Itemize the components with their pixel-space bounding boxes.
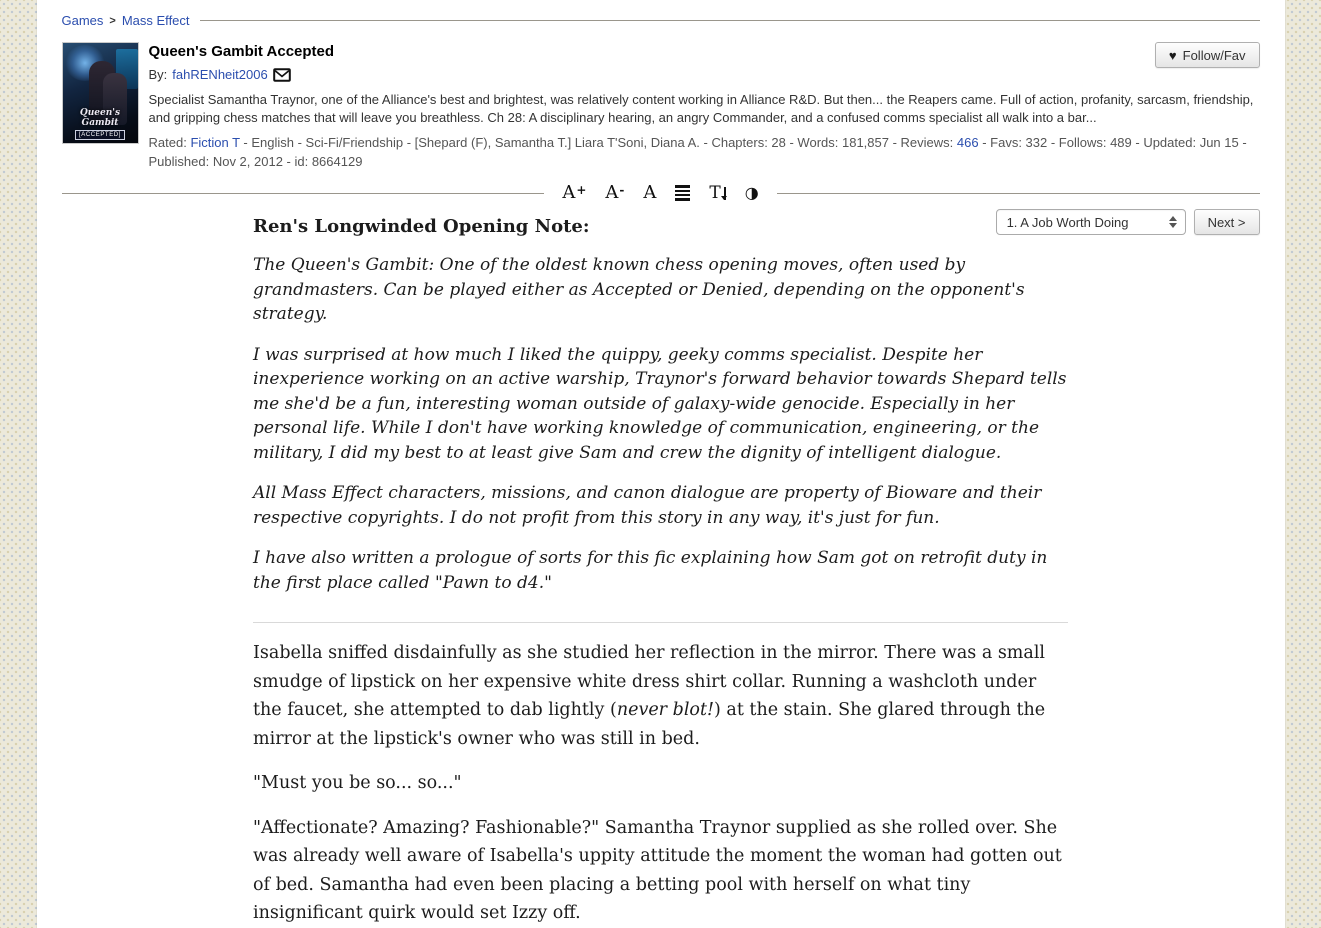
author-note-paragraph: I have also written a prologue of sorts for this fic explaining how Sam got on retrofit duty in the first place called "Pawn to d4.": [253, 548, 1048, 593]
story-meta: [149, 133, 1260, 171]
byline: [149, 67, 1260, 82]
story-paragraph: "Affectionate? Amazing? Fashionable?" Samantha Traynor supplied as she rolled over. She was already well aware of Isabella's uppity attitude the moment the woman had gotten out of bed. Samantha had even been placing a betting pool with herself on what tiny insignificant quirk would set Izzy off.: [253, 817, 1062, 923]
select-stepper-icon: [1169, 216, 1177, 228]
heart-icon: ♥: [1168, 47, 1177, 63]
line-height-icon: T: [709, 182, 721, 203]
contrast-button[interactable]: [743, 185, 761, 201]
font-larger-label: A: [562, 182, 576, 203]
cover-subtitle-text: [ACCEPTED]: [75, 130, 125, 140]
font-reset-label: A: [643, 182, 657, 203]
story-paragraph-text: Isabella sniffed disdainfully as she studied her reflection in the mirror. There was a small smudge of lipstick on her expensive white dress shirt collar. Running a washcloth under the faucet, she attempted to dab lightly (: [253, 643, 1046, 720]
private-message-envelope-icon[interactable]: [273, 68, 291, 82]
story-title: Queen's Gambit Accepted: [148, 43, 335, 60]
rating-link[interactable]: Fiction T: [190, 135, 240, 150]
by-label: By:: [148, 67, 168, 82]
plus-icon: +: [576, 183, 587, 197]
chapter-navigation: [996, 209, 1260, 235]
breadcrumb: [62, 0, 1260, 28]
justify-icon: [675, 185, 690, 201]
breadcrumb-link-games[interactable]: Games: [61, 13, 104, 28]
font-size-decrease-button[interactable]: [603, 184, 626, 202]
reviews-link[interactable]: 466: [956, 135, 979, 150]
meta-tail: - Favs: 332 - Follows: 489 - Updated: Jun 15 - Published: Nov 2, 2012 - id: 8664129: [148, 135, 1247, 169]
font-size-increase-button[interactable]: [560, 184, 588, 202]
story-paragraph-text: ) at the stain. She glared through the mirror at the lipstick's owner who was still in bed.: [253, 700, 1046, 749]
next-chapter-button[interactable]: Next >: [1194, 209, 1260, 235]
follow-fav-label: Follow/Fav: [1182, 47, 1246, 63]
author-note-paragraph: All Mass Effect characters, missions, and canon dialogue are property of Bioware and their respective copyrights. I do not profit from this story in any way, it's just for fun.: [253, 483, 1042, 528]
note-story-divider: [253, 622, 1068, 623]
content-page: [37, 0, 1285, 928]
story-paragraph: [253, 639, 1068, 753]
toolbar-divider-right: [777, 193, 1260, 194]
author-note-paragraph: The Queen's Gambit: One of the oldest known chess opening moves, often used by grandmasters. Can be played either as Accepted or Denied, depending on the opponent's strategy.: [253, 255, 1025, 324]
line-height-button[interactable]: [707, 182, 727, 203]
follow-fav-button[interactable]: [1155, 42, 1260, 68]
story-header: [62, 42, 1260, 171]
author-note-paragraph: I was surprised at how much I liked the quippy, geeky comms specialist. Despite her inexperience working on an active warship, Traynor's forward behavior towards Shepard tells me she'd be a fun, interesting woman outside of galaxy-wide genocide. Especially in her personal life. While I don't have working knowledge of communication, engineering, or the military, I did my best to at least give Sam and crew the dignity of intelligent dialogue.: [253, 344, 1067, 463]
reader-toolbar: [37, 184, 1285, 202]
author-link[interactable]: fahRENheit2006: [172, 67, 268, 82]
story-info: [149, 42, 1260, 171]
story-paragraph-emphasis: never blot!: [616, 700, 715, 720]
author-note-heading: Ren's Longwinded Opening Note:: [253, 216, 590, 237]
minus-icon: -: [619, 183, 625, 197]
story-paragraph: "Must you be so... so...": [253, 773, 462, 793]
chapter-select-value: 1. A Job Worth Doing: [1006, 214, 1129, 230]
font-smaller-label: A: [605, 182, 619, 203]
toolbar-divider-left: [62, 193, 545, 194]
breadcrumb-link-category[interactable]: Mass Effect: [121, 13, 190, 28]
meta-middle: - English - Sci-Fi/Friendship - [Shepard (F), Samantha T.] Liara T'Soni, Diana A. - Chapters: 28 - Words: 181,857 - Reviews:: [239, 135, 957, 150]
story-description: Specialist Samantha Traynor, one of the Alliance's best and brightest, was relatively content working in Alliance R&D. But then... the Reapers came. Full of action, profanity, sarcasm, friendship, and gripping chess matches that will leave you breathless. Ch 28: A disciplinary hearing, an angry Commander, and a confused comms specialist all walk into a bar...: [148, 92, 1254, 125]
justify-text-button[interactable]: [673, 185, 692, 201]
line-height-bar-icon: [724, 187, 726, 200]
header-divider: [200, 20, 1260, 21]
rated-label: Rated:: [148, 135, 187, 150]
contrast-icon: ◑: [744, 183, 759, 202]
story-cover-image[interactable]: [62, 42, 139, 144]
font-reset-button[interactable]: [641, 184, 658, 202]
cover-title-text: Queen's Gambit: [79, 108, 121, 128]
breadcrumb-separator-icon: >: [109, 14, 116, 27]
story-text: [253, 216, 1068, 928]
chapter-select[interactable]: [996, 209, 1186, 235]
